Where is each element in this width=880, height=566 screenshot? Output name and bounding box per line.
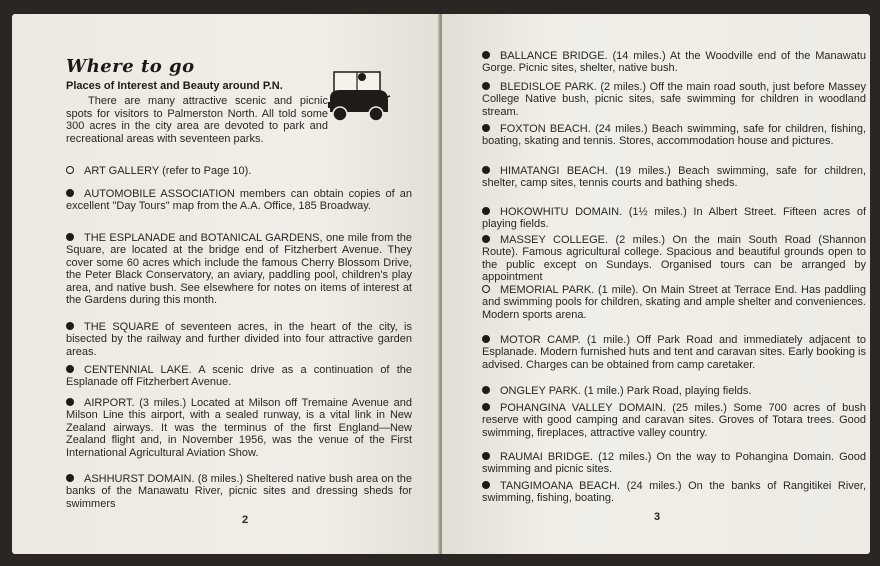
bullet-icon (66, 322, 74, 330)
page-subtitle: Places of Interest and Beauty around P.N. (66, 80, 283, 92)
list-item: ASHHURST DOMAIN. (8 miles.) Sheltered native bush area on the banks of the Manawatu River, picnic sites and dressing sheds for swimmers (66, 473, 412, 510)
vintage-car-icon (326, 68, 392, 124)
list-item: FOXTON BEACH. (24 miles.) Beach swimming, safe for children, fishing, boating, skating and tennis. Stores, accommodation house and pictures. (482, 123, 866, 148)
page-number: 2 (242, 514, 249, 526)
bullet-icon (482, 124, 490, 132)
bullet-icon (66, 398, 74, 406)
left-page (12, 14, 440, 554)
bullet-icon (482, 386, 490, 394)
hollow-bullet-icon (482, 285, 490, 293)
list-item: BLEDISLOE PARK. (2 miles.) Off the main road south, just before Massey College Native bush, picnic sites, safe swimming for children in woodland stream. (482, 81, 866, 118)
bullet-icon (482, 166, 490, 174)
bullet-icon (482, 335, 490, 343)
page-title: Where to go (66, 56, 195, 77)
list-item: POHANGINA VALLEY DOMAIN. (25 miles.) Some 700 acres of bush reserve with good camping and caravan sites. Groves of Totara trees. Good swimming, fireplaces, attractive valley country. (482, 402, 866, 439)
list-item: MOTOR CAMP. (1 mile.) Off Park Road and immediately adjacent to Esplanade. Modern furnished huts and tent and caravan sites. Early booking is advised. Charges can be obtained from camp caretaker. (482, 334, 866, 371)
bullet-icon (66, 365, 74, 373)
bullet-icon (482, 82, 490, 90)
bullet-icon (482, 51, 490, 59)
list-item: MASSEY COLLEGE. (2 miles.) On the main South Road (Shannon Route). Famous agricultural college. Spacious and beautiful grounds open to the public except on Sundays. Organised tours can be arranged by appointment (482, 234, 866, 284)
bullet-icon (66, 233, 74, 241)
list-item: HIMATANGI BEACH. (19 miles.) Beach swimming, safe for children, shelter, camp sites, tennis courts and bathing sheds. (482, 165, 866, 190)
bullet-icon (482, 481, 490, 489)
list-item: RAUMAI BRIDGE. (12 miles.) On the way to Pohangina Domain. Good swimming and picnic sites. (482, 451, 866, 476)
list-item: TANGIMOANA BEACH. (24 miles.) On the banks of Rangitikei River, swimming, fishing, boating. (482, 480, 866, 505)
list-item: ART GALLERY (refer to Page 10). (66, 165, 412, 177)
bullet-icon (482, 452, 490, 460)
list-item: BALLANCE BRIDGE. (14 miles.) At the Woodville end of the Manawatu Gorge. Picnic sites, shelter, native bush. (482, 50, 866, 75)
intro-paragraph: There are many attractive scenic and picnic spots for visitors to Palmerston North. All told some 300 acres in the city area are devoted to park and recreational areas with seventeen parks. (66, 95, 328, 145)
list-item: ONGLEY PARK. (1 mile.) Park Road, playing fields. (482, 385, 866, 397)
list-item: THE SQUARE of seventeen acres, in the heart of the city, is bisected by the railway and further divided into four attractive garden areas. (66, 321, 412, 358)
list-item: CENTENNIAL LAKE. A scenic drive as a continuation of the Esplanade off Fitzherbert Avenue. (66, 364, 412, 389)
page-number: 3 (654, 511, 661, 523)
hollow-bullet-icon (66, 166, 74, 174)
list-item: MEMORIAL PARK. (1 mile). On Main Street at Terrace End. Has paddling and swimming pools for children, skating and ample shelter and conveniences. Modern sports arena. (482, 284, 866, 321)
bullet-icon (482, 403, 490, 411)
bullet-icon (66, 474, 74, 482)
list-item: HOKOWHITU DOMAIN. (1½ miles.) In Albert Street. Fifteen acres of playing fields. (482, 206, 866, 231)
bullet-icon (66, 189, 74, 197)
list-item: AUTOMOBILE ASSOCIATION members can obtain copies of an excellent "Day Tours" map from the A.A. Office, 185 Broadway. (66, 188, 412, 213)
right-page (442, 14, 870, 554)
bullet-icon (482, 207, 490, 215)
bullet-icon (482, 235, 490, 243)
list-item: AIRPORT. (3 miles.) Located at Milson off Tremaine Avenue and Milson Line this airport, with a sealed runway, is a vital link in New Zealand airways. It was the terminus of the first England—New Zealand flight and, in November 1956, was the venue of the First International Agricultural Aviation Show. (66, 397, 412, 459)
list-item: THE ESPLANADE and BOTANICAL GARDENS, one mile from the Square, are located at the bridge end of Fitzherbert Avenue. They cover some 60 acres which include the famous Cherry Blossom Drive, the Peter Black Conservatory, an aviary, paddling pool, children's play area, and native bush. See elsewhere for notes on items of interest at the Gardens during this month. (66, 232, 412, 307)
